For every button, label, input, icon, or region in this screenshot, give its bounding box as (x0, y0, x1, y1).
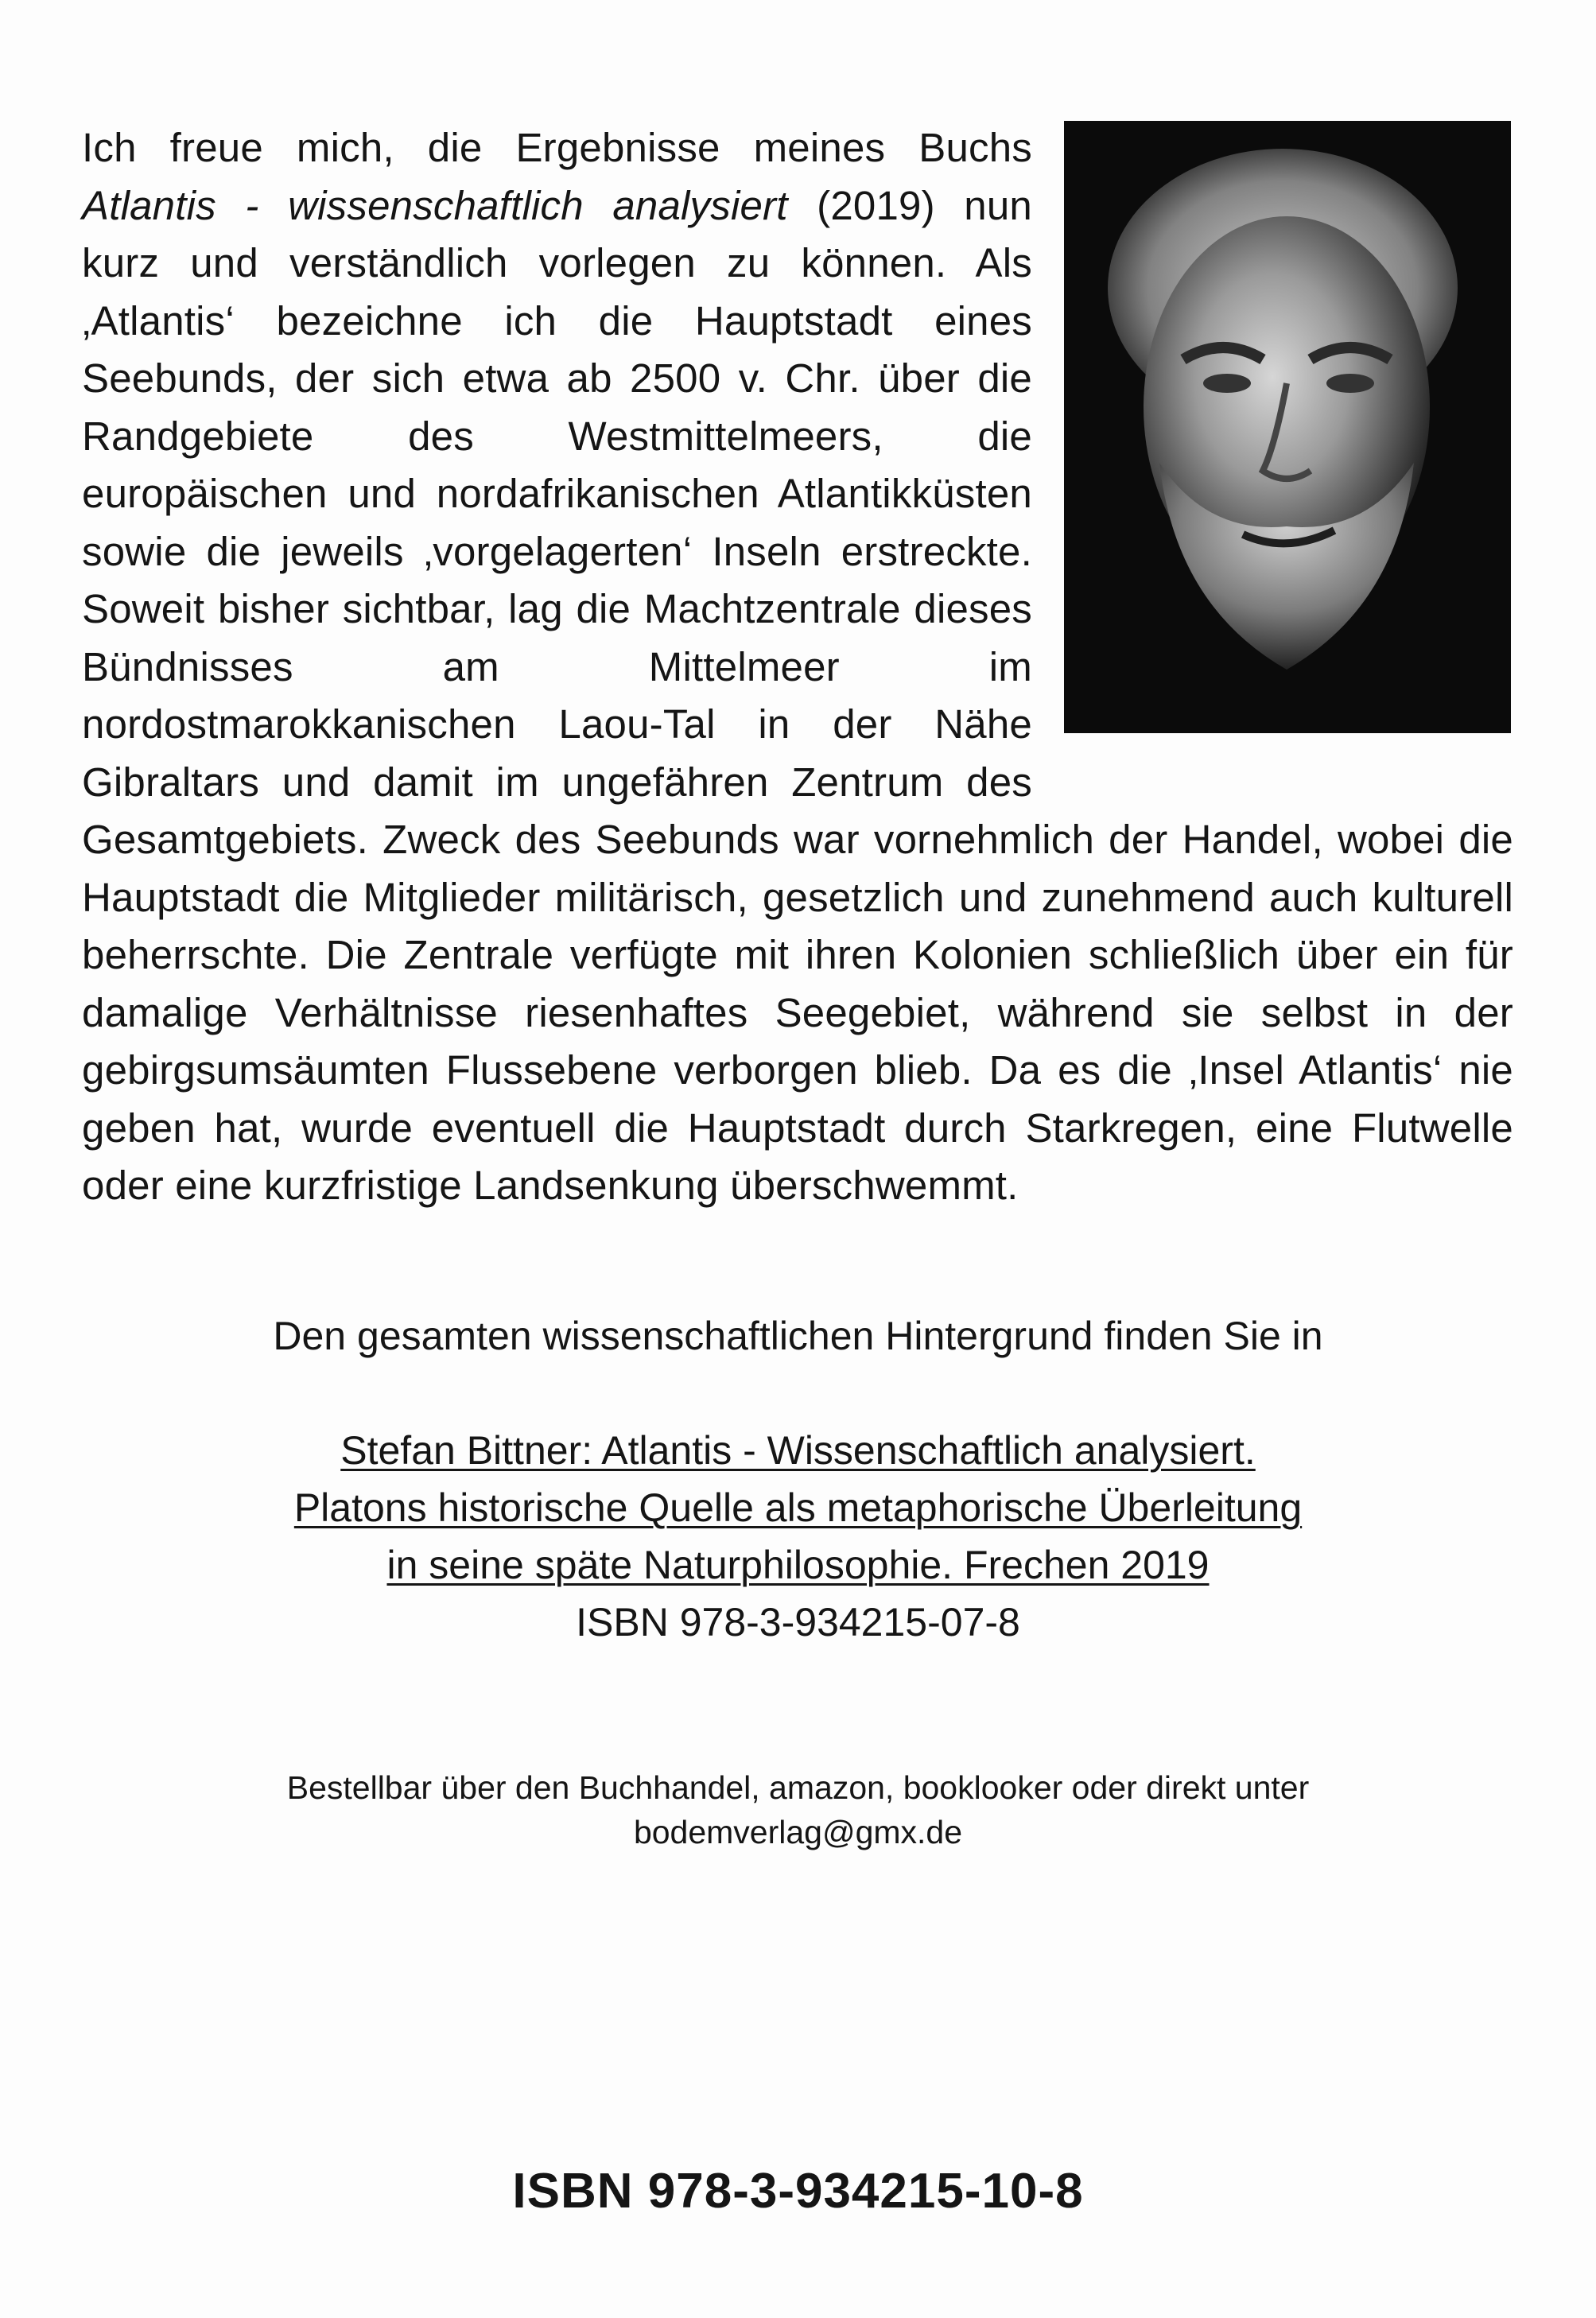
reference-line-1-text: Stefan Bittner: Atlantis - Wissenschaftlich analysiert. (340, 1428, 1256, 1473)
order-email: bodemverlag@gmx.de (633, 1814, 963, 1850)
main-isbn: ISBN 978-3-934215-10-8 (512, 2164, 1084, 2219)
book-reference (0, 1422, 1596, 1651)
background-hint: Den gesamten wissenschaftlichen Hintergrund finden Sie in (273, 1314, 1323, 1358)
order-info (0, 1765, 1596, 1854)
photo-wrap-spacer (1032, 119, 1513, 754)
reference-line-1 (0, 1422, 1596, 1479)
reference-line-3-text: in seine späte Naturphilosophie. Frechen 2019 (386, 1543, 1210, 1587)
order-line-1: Bestellbar über den Buchhandel, amazon, booklooker oder direkt unter (286, 1769, 1310, 1806)
intro-text-part1: Ich freue mich, die Ergebnisse meines Buchs (82, 125, 1032, 170)
intro-text-block (82, 119, 1513, 1215)
reference-isbn: ISBN 978-3-934215-07-8 (576, 1600, 1020, 1644)
intro-text-part2: (2019) nun kurz und verständlich vorlegen zu können. Als ‚Atlantis‘ bezeichne ich die Hauptstadt eines Seebunds, der sich etwa ab 2500 v. Chr. über die Randgebiete des Westmittelmeers, die europäischen und nordafrikanischen Atlantikküsten sowie die jeweils ‚vorgelagerten‘ Inseln erstreckte. Soweit bisher sichtbar, lag die Machtzentrale dieses Bündnisses am Mittelmeer im nordostmarokkanischen Laou-Tal in der Nähe Gibraltars und damit im ungefähren Zentrum des Gesamtgebiets. Zweck des Seebunds war vornehmlich der Handel, wobei die Hauptstadt die Mitglieder militärisch, gesetzlich und zunehmend auch kulturell beherrschte. Die Zentrale verfügte mit ihren Kolonien schließlich über ein für damalige Verhältnisse riesenhaftes Seegebiet, während sie selbst in der gebirgsumsäumten Flussebene verborgen blieb. Da es die ‚Insel Atlantis‘ nie geben hat, wurde eventuell die Hauptstadt durch Starkregen, eine Flutwelle oder eine kurzfristige Landsenkung überschwemmt. (82, 182, 1513, 1208)
reference-line-3 (0, 1536, 1596, 1594)
intro-book-title: Atlantis - wissenschaftlich analysiert (82, 182, 788, 228)
reference-line-2-text: Platons historische Quelle als metaphorische Überleitung (293, 1485, 1303, 1530)
reference-line-2 (0, 1479, 1596, 1536)
